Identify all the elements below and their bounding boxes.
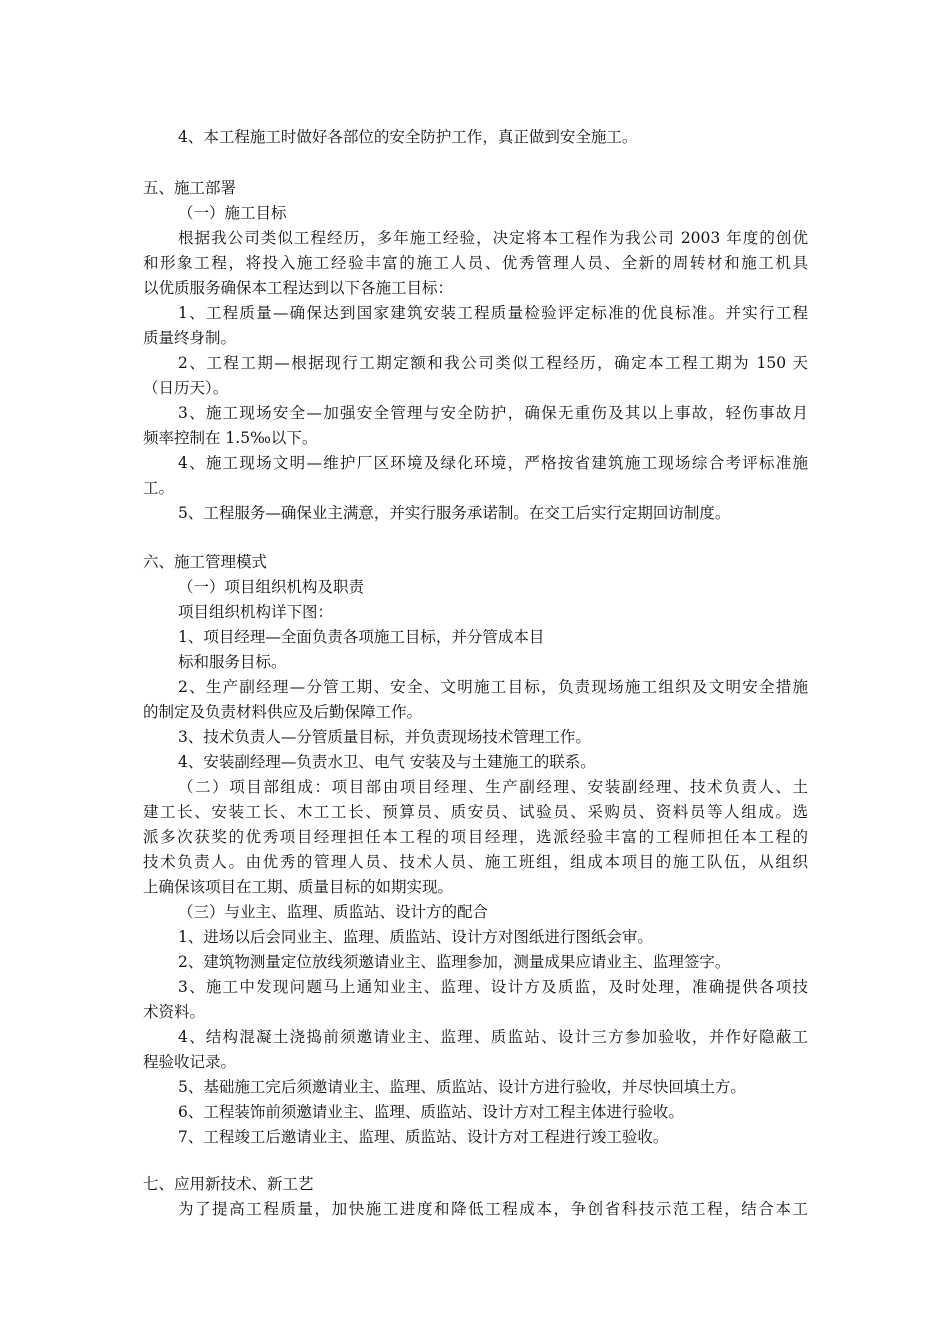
coord-item-5: 5、基础施工完后须邀请业主、监理、质监站、设计方进行验收，并尽快回填土方。 xyxy=(178,1078,746,1096)
coord-item-4-cont: 程验收记录。 xyxy=(143,1053,237,1071)
section-5-para-line: 根据我公司类似工程经历，多年施工经验，决定将本工程作为我公司 2003 年度的创优 xyxy=(178,229,808,247)
goal-item-2-cont: （日历天）。 xyxy=(143,379,229,397)
goal-item-4-cont: 工。 xyxy=(143,479,175,497)
goal-item-2: 2、工程工期—根据现行工期定额和我公司类似工程经历，确定本工程工期为 150 天 xyxy=(178,354,808,372)
org-intro: 项目组织机构详下图： xyxy=(178,603,334,621)
org-item-1: 1、项目经理—全面负责各项施工目标，并分管成本目 xyxy=(178,628,545,646)
section-6 xyxy=(143,550,808,1150)
section-5 xyxy=(143,176,808,526)
coord-item-3: 3、施工中发现问题马上通知业主、监理、设计方及质监，及时处理，准确提供各项技 xyxy=(178,978,808,996)
section-6-sub1: （一）项目组织机构及职责 xyxy=(178,578,365,596)
goal-item-3-cont: 频率控制在 1.5‰以下。 xyxy=(143,429,318,447)
section-6-sub3: （三）与业主、监理、质监站、设计方的配合 xyxy=(178,903,489,921)
section-5-para-line: 和形象工程，将投入施工经验丰富的施工人员、优秀管理人员、全新的周转材和施工机具 xyxy=(143,254,808,272)
goal-item-1: 1、工程质量—确保达到国家建筑安装工程质量检验评定标准的优良标准。并实行工程 xyxy=(178,304,808,322)
org-item-4: 4、安装副经理—负责水卫、电气 安装及与土建施工的联系。 xyxy=(178,753,596,771)
coord-item-6: 6、工程装饰前须邀请业主、监理、质监站、设计方对工程主体进行验收。 xyxy=(178,1103,684,1121)
org-item-3: 3、技术负责人—分管质量目标，并负责现场技术管理工作。 xyxy=(178,728,591,746)
org-item-2-cont: 的制定及负责材料供应及后勤保障工作。 xyxy=(143,703,423,721)
sub2-line: （二）项目部组成：项目部由项目经理、生产副经理、安装副经理、技术负责人、土 xyxy=(178,778,808,796)
coord-item-2: 2、建筑物测量定位放线须邀请业主、监理参加，测量成果应请业主、监理签字。 xyxy=(178,953,731,971)
section-6-heading: 六、施工管理模式 xyxy=(143,553,268,571)
intro-block xyxy=(143,125,808,150)
goal-item-5: 5、工程服务—确保业主满意，并实行服务承诺制。在交工后实行定期回访制度。 xyxy=(178,504,731,522)
section-7-heading: 七、应用新技术、新工艺 xyxy=(143,1175,314,1193)
coord-item-3-cont: 术资料。 xyxy=(143,1003,206,1021)
section-5-sub1: （一）施工目标 xyxy=(178,204,287,222)
section-7-para: 为了提高工程质量，加快施工进度和降低工程成本，争创省科技示范工程，结合本工 xyxy=(178,1200,808,1218)
goal-item-1-cont: 质量终身制。 xyxy=(143,329,237,347)
coord-item-7: 7、工程竣工后邀请业主、监理、质监站、设计方对工程进行竣工验收。 xyxy=(178,1128,669,1146)
sub2-line: 上确保该项目在工期、质量目标的如期实现。 xyxy=(143,878,454,896)
org-item-2: 2、生产副经理—分管工期、安全、文明施工目标，负责现场施工组织及文明安全措施 xyxy=(178,678,808,696)
sub2-line: 建工长、安装工长、木工工长、预算员、质安员、试验员、采购员、资料员等人组成。选 xyxy=(143,803,808,821)
goal-item-4: 4、施工现场文明—维护厂区环境及绿化环境，严格按省建筑施工现场综合考评标准施 xyxy=(178,454,808,472)
coord-item-1: 1、进场以后会同业主、监理、质监站、设计方对图纸进行图纸会审。 xyxy=(178,928,653,946)
org-item-1-cont: 标和服务目标。 xyxy=(178,653,287,671)
section-5-heading: 五、施工部署 xyxy=(143,179,237,197)
section-5-para-line: 以优质服务确保本工程达到以下各施工目标： xyxy=(143,279,454,297)
goal-item-3: 3、施工现场安全—加强安全管理与安全防护，确保无重伤及其以上事故，轻伤事故月 xyxy=(178,404,808,422)
section-7 xyxy=(143,1172,808,1222)
coord-item-4: 4、结构混凝土浇捣前须邀请业主、监理、质监站、设计三方参加验收，并作好隐蔽工 xyxy=(178,1028,808,1046)
sub2-line: 技术负责人。由优秀的管理人员、技术人员、施工班组，组成本项目的施工队伍，从组织 xyxy=(143,853,808,871)
sub2-line: 派多次获奖的优秀项目经理担任本工程的项目经理，选派经验丰富的工程师担任本工程的 xyxy=(143,828,808,846)
intro-item-4: 4、本工程施工时做好各部位的安全防护工作，真正做到安全施工。 xyxy=(178,128,638,146)
